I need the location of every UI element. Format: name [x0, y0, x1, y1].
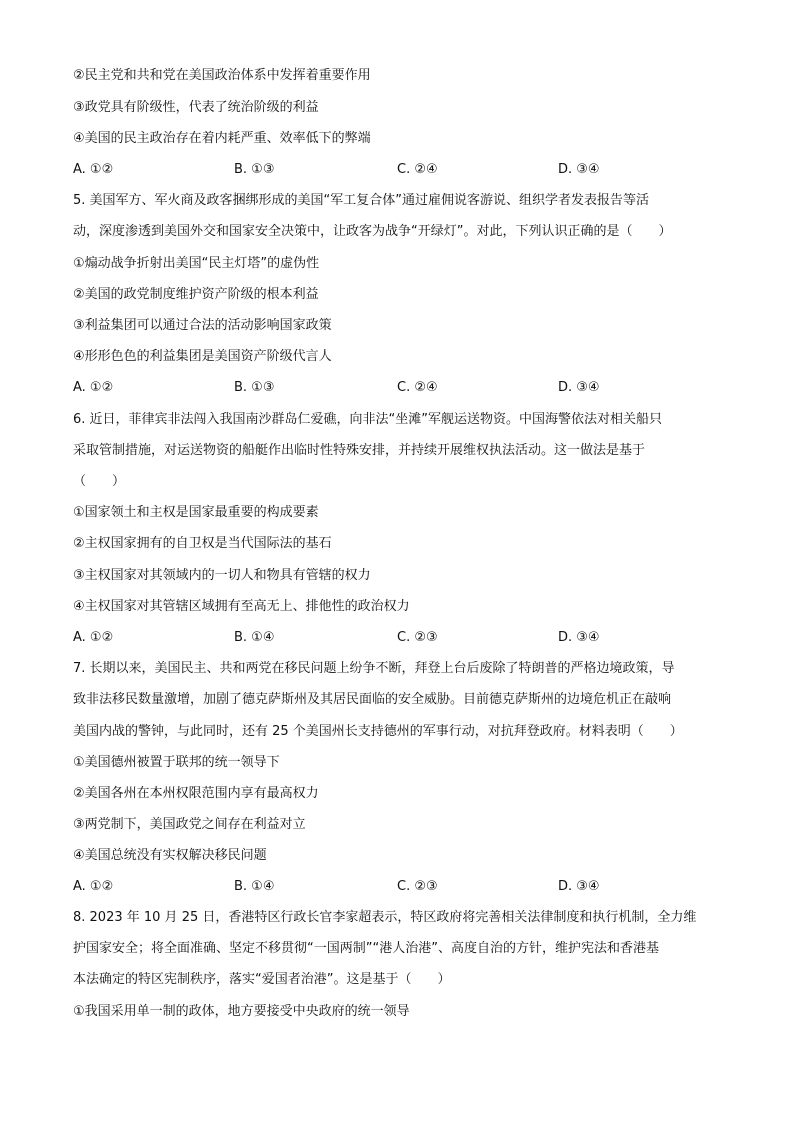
statement: ②美国的政党制度维护资产阶级的根本利益 [73, 287, 319, 302]
statement: ①美国德州被置于联邦的统一领导下 [73, 755, 280, 770]
question-stem: 护国家安全；将全面准确、坚定不移贯彻“一国两制”“港人治港”、高度自治的方针，维护宪法和香港基 [73, 941, 659, 956]
statement: ①国家领土和主权是国家最重要的构成要素 [73, 505, 319, 520]
question-stem: 7. 长期以来，美国民主、共和两党在移民问题上纷争不断，拜登上台后废除了特朗普的严格边境政策，导 [73, 661, 675, 676]
statement: ④主权国家对其管辖区域拥有至高无上、排他性的政治权力 [73, 599, 410, 614]
statement: ②主权国家拥有的自卫权是当代国际法的基石 [73, 536, 332, 551]
question-stem: 本法确定的特区宪制秩序，落实“爱国者治港”。这是基于（ ） [73, 972, 451, 987]
question-stem: 美国内战的警钟，与此同时，还有 25 个美国州长支持德州的军事行动，对抗拜登政府。材料表明（ ） [73, 724, 683, 739]
option-d: D. ③④ [558, 630, 600, 645]
option-d: D. ③④ [558, 879, 600, 894]
option-b: B. ①④ [234, 630, 275, 645]
option-c: C. ②④ [397, 162, 438, 177]
statement: ①我国采用单一制的政体，地方要接受中央政府的统一领导 [73, 1004, 410, 1019]
question-stem: 8. 2023 年 10 月 25 日，香港特区行政长官李家超表示，特区政府将完善相关法律制度和执行机制，全力维 [73, 910, 697, 925]
option-b: B. ①③ [234, 162, 275, 177]
statement: ③政党具有阶级性，代表了统治阶级的利益 [73, 100, 319, 115]
statement: ④美国的民主政治存在着内耗严重、效率低下的弊端 [73, 131, 371, 146]
option-c: C. ②③ [397, 879, 438, 894]
option-b: B. ①④ [234, 879, 275, 894]
statement: ④美国总统没有实权解决移民问题 [73, 848, 267, 863]
question-stem: 致非法移民数量激增，加剧了德克萨斯州及其居民面临的安全威胁。目前德克萨斯州的边境危机正在敲响 [73, 692, 672, 707]
statement: ③利益集团可以通过合法的活动影响国家政策 [73, 318, 332, 333]
option-c: C. ②③ [397, 630, 438, 645]
option-a: A. ①② [73, 162, 114, 177]
statement: ②民主党和共和党在美国政治体系中发挥着重要作用 [73, 68, 371, 83]
option-d: D. ③④ [558, 162, 600, 177]
statement: ③主权国家对其领域内的一切人和物具有管辖的权力 [73, 568, 371, 583]
question-stem: 5. 美国军方、军火商及政客捆绑形成的美国“军工复合体”通过雇佣说客游说、组织学者发表报告等活 [73, 193, 650, 208]
option-c: C. ②④ [397, 380, 438, 395]
question-stem: 采取管制措施，对运送物资的船艇作出临时性特殊安排，并持续开展维权执法活动。这一做法是基于 [73, 443, 646, 458]
statement: ③两党制下，美国政党之间存在利益对立 [73, 817, 306, 832]
statement: ②美国各州在本州权限范围内享有最高权力 [73, 786, 319, 801]
statement: ④形形色色的利益集团是美国资产阶级代言人 [73, 349, 332, 364]
question-stem: （ ） [73, 474, 126, 489]
option-a: A. ①② [73, 879, 114, 894]
statement: ①煽动战争折射出美国“民主灯塔”的虚伪性 [73, 256, 320, 271]
option-d: D. ③④ [558, 380, 600, 395]
option-b: B. ①③ [234, 380, 275, 395]
question-stem: 6. 近日，菲律宾非法闯入我国南沙群岛仁爱礁，向非法“坐滩”军舰运送物资。中国海警依法对相关船只 [73, 412, 663, 427]
question-stem: 动，深度渗透到美国外交和国家安全决策中，让政客为战争“开绿灯”。对此，下列认识正确的是（ ） [73, 224, 672, 239]
option-a: A. ①② [73, 630, 114, 645]
option-a: A. ①② [73, 380, 114, 395]
